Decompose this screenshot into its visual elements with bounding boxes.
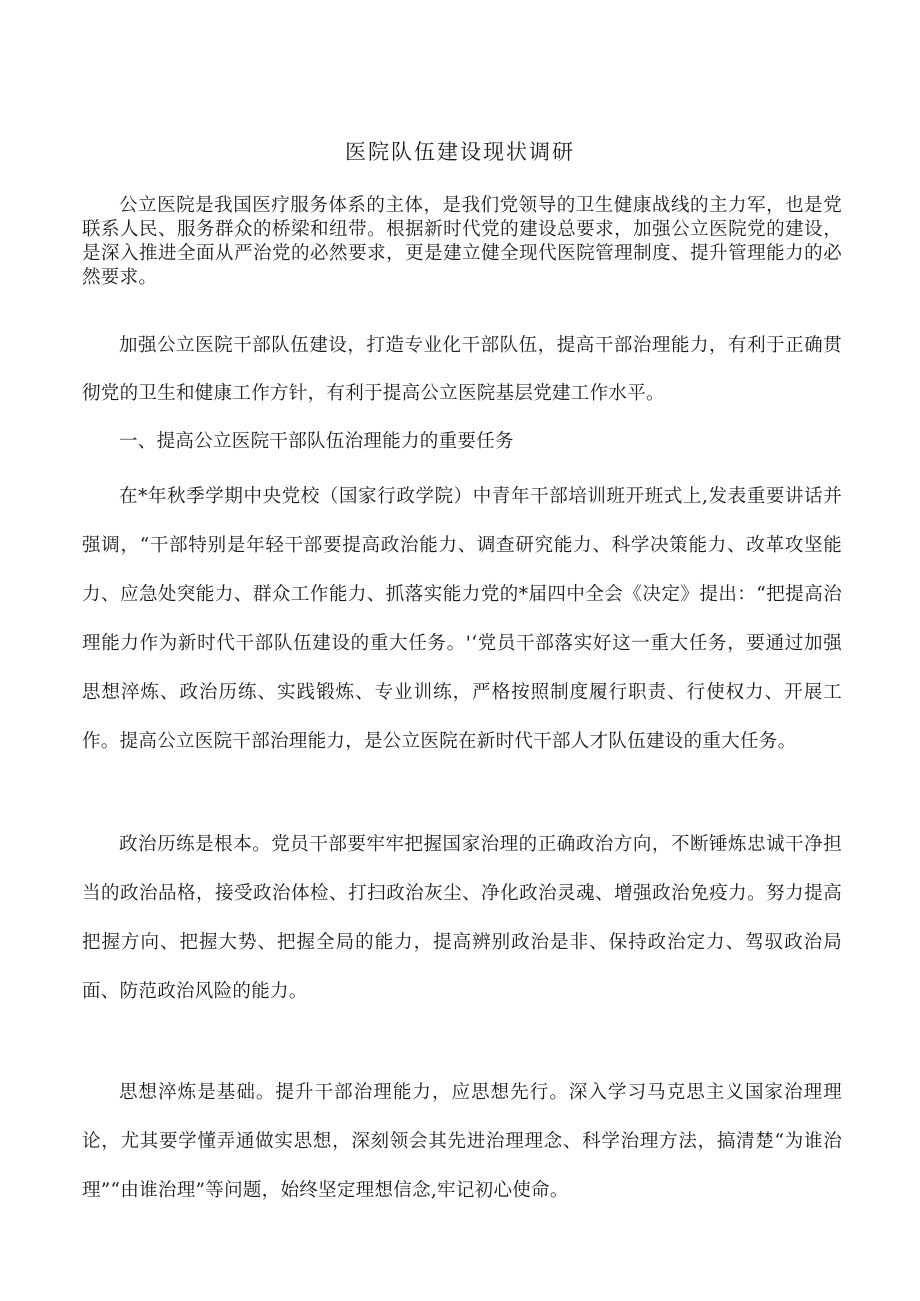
document-title: 医院队伍建设现状调研 <box>345 140 575 164</box>
paragraph-training-speech: 在*年秋季学期中央党校（国家行政学院）中青年干部培训班开班式上,发表重要讲话并强调，“干部特别是年轻干部要提高政治能力、调查研究能力、科学决策能力、改革攻坚能力、应急处突能力、群众工作能力、抓落实能力党的*届四中全会《决定》提出：“把提高治理能力作为新时代干部队伍建设的重大任务。'‘党员干部落实好这一重大任务，要通过加强思想淬炼、政治历练、实践锻炼、专业训练，严格按照制度履行职责、行使权力、开展工作。提高公立医院干部治理能力，是公立医院在新时代干部人才队伍建设的重大任务。 <box>82 486 842 752</box>
paragraph-cadre-building: 加强公立医院干部队伍建设，打造专业化干部队伍，提高干部治理能力，有利于正确贯彻党的卫生和健康工作方针，有利于提高公立医院基层党建工作水平。 <box>82 335 842 404</box>
paragraph-political-training: 政治历练是根本。党员干部要牢牢把握国家治理的正确政治方向，不断锤炼忠诚干净担当的政治品格，接受政治体检、打扫政治灰尘、净化政治灵魂、增强政治免疫力。努力提高把握方向、把握大势、把握全局的能力，提高辨别政治是非、保持政治定力、驾驭政治局面、防范政治风险的能力。 <box>82 834 842 1002</box>
paragraph-intro: 公立医院是我国医疗服务体系的主体，是我们党领导的卫生健康战线的主力军，也是党联系人民、服务群众的桥梁和纽带。根据新时代党的建设总要求，加强公立医院党的建设，是深入推进全面从严治党的必然要求，更是建立健全现代医院管理制度、提升管理能力的必然要求。 <box>82 195 842 288</box>
paragraph-ideological-tempering: 思想淬炼是基础。提升干部治理能力，应思想先行。深入学习马克思主义国家治理理论，尤其要学懂弄通做实思想，深刻领会其先进治理理念、科学治理方法，搞清楚“为谁治理”“由谁治理”等问题，始终坚定理想信念,牢记初心使命。 <box>82 1082 842 1201</box>
section-heading-1: 一、提高公立医院干部队伍治理能力的重要任务 <box>119 431 514 452</box>
